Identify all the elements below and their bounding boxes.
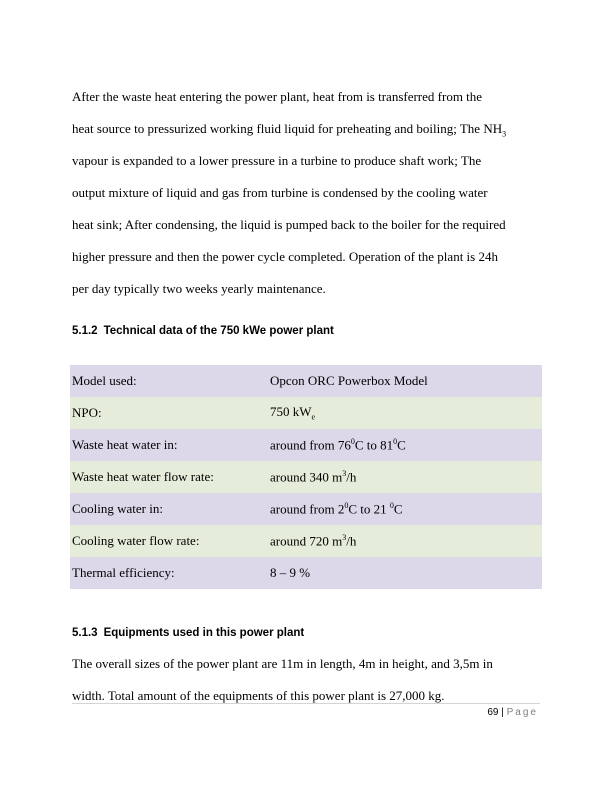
table-row	[70, 493, 542, 525]
section-heading-technical-data	[72, 325, 334, 337]
paragraph-line: width. Total amount of the equipments of this power plant is 27,000 kg.	[72, 688, 445, 703]
row-value: Opcon ORC Powerbox Model	[268, 365, 542, 397]
section-title: Equipments used in this power plant	[103, 627, 305, 639]
row-label: NPO:	[70, 397, 268, 429]
table-row	[70, 557, 542, 589]
paragraph-line	[72, 121, 506, 143]
row-label: Cooling water in:	[70, 493, 268, 525]
section-number: 5.1.3	[72, 627, 98, 639]
paragraph-line: higher pressure and then the power cycle completed. Operation of the plant is 24h	[72, 249, 498, 264]
row-value: 750 $kW_e$	[268, 397, 542, 429]
table-row	[70, 365, 542, 397]
footer-divider	[72, 703, 540, 704]
paragraph-line-text: heat source to pressurized working fluid liquid for preheating and boiling; The NH	[72, 121, 503, 136]
row-value: around 340 $m^3/h$	[268, 461, 542, 493]
page-number	[487, 707, 538, 718]
page-number-value: 69	[487, 707, 499, 718]
row-label: Waste heat water in:	[70, 429, 268, 461]
paragraph-line: vapour is expanded to a lower pressure in a turbine to produce shaft work; The	[72, 153, 482, 168]
row-label: Thermal efficiency:	[70, 557, 268, 589]
paragraph-line: heat sink; After condensing, the liquid is pumped back to the boiler for the required	[72, 217, 506, 232]
page-number-separator: |	[501, 707, 504, 718]
row-value: around from $2^0C$ to 21 $^0$C	[268, 493, 542, 525]
table-row	[70, 525, 542, 557]
row-label: Cooling water flow rate:	[70, 525, 268, 557]
section-number: 5.1.2	[72, 325, 98, 337]
section-title: Technical data of the 750 kWe power plant	[103, 325, 334, 337]
paragraph-line: The overall sizes of the power plant are 11m in length, 4m in height, and 3,5m in	[72, 656, 493, 671]
technical-data-table	[70, 365, 542, 589]
subscript: 3	[502, 129, 507, 139]
page-label: Page	[506, 707, 538, 718]
row-label: Model used:	[70, 365, 268, 397]
table-row	[70, 397, 542, 429]
section-heading-equipments	[72, 627, 304, 639]
row-value: around 720 $m^3/h$	[268, 525, 542, 557]
table-row	[70, 429, 542, 461]
table-row	[70, 461, 542, 493]
paragraph-line: After the waste heat entering the power plant, heat from is transferred from the	[72, 89, 483, 104]
row-value: around from $76^0C$ to $81^0C$	[268, 429, 542, 461]
row-value: 8 – 9 %	[268, 557, 542, 589]
paragraph-line: per day typically two weeks yearly maintenance.	[72, 281, 326, 296]
paragraph-line: output mixture of liquid and gas from turbine is condensed by the cooling water	[72, 185, 488, 200]
row-label: Waste heat water flow rate:	[70, 461, 268, 493]
